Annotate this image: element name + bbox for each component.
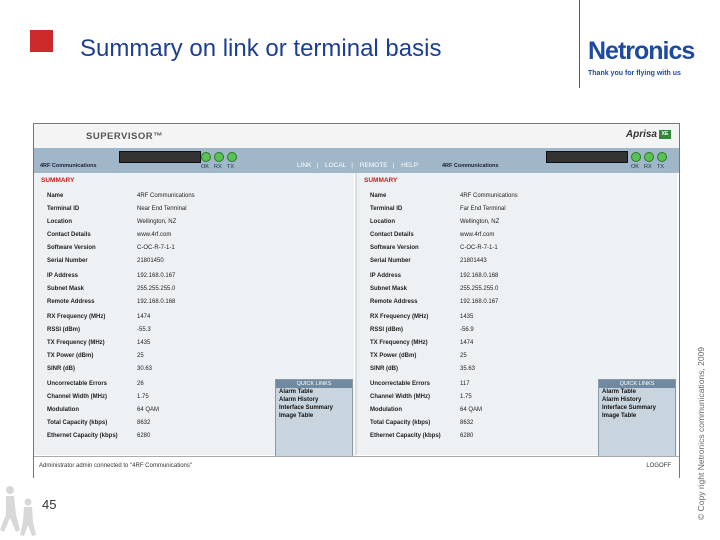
led-label-tx-far: TX	[657, 164, 665, 170]
summary-value: 64 QAM	[137, 407, 160, 413]
summary-label: SINR (dB)	[370, 366, 398, 372]
near-end-company: 4RF Communications	[40, 163, 97, 169]
summary-label: IP Address	[370, 273, 402, 279]
summary-value: 1.75	[137, 394, 149, 400]
summary-value: 1435	[137, 340, 151, 346]
summary-value: 30.63	[137, 366, 153, 372]
summary-label: TX Frequency (MHz)	[370, 340, 428, 346]
summary-value: 192.168.0.168	[460, 273, 499, 279]
summary-value: 1474	[460, 340, 474, 346]
quick-links-title: QUICK LINKS	[599, 380, 675, 388]
summary-value: 1435	[460, 314, 474, 320]
copyright-text: © Copy right Netronics communications, 2009	[696, 346, 706, 520]
summary-label: Subnet Mask	[370, 286, 408, 292]
nav-local[interactable]: LOCAL	[324, 162, 347, 169]
summary-value: -56.9	[460, 327, 474, 333]
summary-value: 6280	[137, 433, 151, 439]
divider-line	[579, 0, 580, 88]
led-label-ok-far: OK	[631, 164, 639, 170]
summary-label: Ethernet Capacity (kbps)	[47, 433, 118, 439]
summary-label: Software Version	[370, 245, 419, 251]
summary-label: Terminal ID	[370, 206, 403, 212]
aprisa-badge-text: XE	[661, 130, 669, 137]
logoff-link[interactable]: LOGOFF	[646, 463, 671, 469]
accent-square	[30, 30, 53, 52]
summary-value: Near End Terminal	[137, 206, 187, 212]
summary-label: Contact Details	[47, 232, 91, 238]
summary-heading: SUMMARY	[364, 177, 398, 184]
summary-label: IP Address	[47, 273, 79, 279]
summary-value: 192.168.0.168	[137, 299, 176, 305]
people-silhouette-icon	[0, 470, 80, 540]
quick-links-far	[598, 379, 676, 457]
led-rx-far	[644, 152, 654, 162]
summary-label: Serial Number	[370, 258, 411, 264]
summary-label: SINR (dB)	[47, 366, 75, 372]
aprisa-badge	[659, 130, 671, 139]
main-nav: LINK | LOCAL | REMOTE | HELP	[297, 162, 419, 169]
summary-label: Channel Width (MHz)	[370, 394, 430, 400]
far-end-device-icon	[546, 151, 628, 163]
app-header	[34, 124, 679, 148]
summary-label: RX Frequency (MHz)	[47, 314, 106, 320]
summary-value: 192.168.0.167	[460, 299, 499, 305]
quick-link-interface-summary[interactable]: Interface Summary	[279, 405, 334, 411]
quick-link-alarm-table[interactable]: Alarm Table	[279, 389, 313, 395]
nav-remote[interactable]: REMOTE	[359, 162, 388, 169]
quick-link-image-table[interactable]: Image Table	[279, 413, 314, 419]
summary-label: Modulation	[47, 407, 79, 413]
summary-label: Total Capacity (kbps)	[370, 420, 431, 426]
led-rx-near	[214, 152, 224, 162]
summary-value: 64 QAM	[460, 407, 483, 413]
summary-value: www.4rf.com	[137, 232, 172, 238]
summary-label: Subnet Mask	[47, 286, 85, 292]
quick-links-title: QUICK LINKS	[276, 380, 352, 388]
summary-value: 25	[137, 353, 144, 359]
summary-value: C-OC-R-7-1-1	[137, 245, 175, 251]
summary-label: Channel Width (MHz)	[47, 394, 107, 400]
summary-label: Location	[370, 219, 395, 225]
quick-link-image-table[interactable]: Image Table	[602, 413, 637, 419]
summary-label: Terminal ID	[47, 206, 80, 212]
aprisa-logo	[626, 129, 671, 140]
led-ok-near	[201, 152, 211, 162]
led-label-tx: TX	[227, 164, 235, 170]
summary-value: 21801443	[460, 258, 487, 264]
summary-label: Contact Details	[370, 232, 414, 238]
summary-label: TX Power (dBm)	[370, 353, 417, 359]
status-bar-top	[34, 148, 679, 173]
quick-links-near	[275, 379, 353, 457]
summary-value: -55.3	[137, 327, 151, 333]
supervisor-brand: SUPERVISOR™	[86, 131, 164, 142]
summary-label: Location	[47, 219, 72, 225]
summary-value: 255.255.255.0	[460, 286, 499, 292]
slide-title: Summary on link or terminal basis	[80, 35, 442, 62]
aprisa-logo-text: Aprisa	[625, 129, 657, 140]
nav-help[interactable]: HELP	[401, 162, 419, 169]
led-label-rx: RX	[214, 164, 222, 170]
summary-value: 35.63	[460, 366, 476, 372]
summary-label: Uncorrectable Errors	[370, 381, 431, 387]
summary-value: 117	[460, 381, 470, 387]
summary-label: TX Frequency (MHz)	[47, 340, 105, 346]
summary-value: 4RF Communications	[460, 193, 518, 199]
summary-heading: SUMMARY	[41, 177, 75, 184]
quick-link-alarm-table[interactable]: Alarm Table	[602, 389, 636, 395]
slide-number: 45	[42, 497, 57, 512]
supervisor-window	[33, 123, 680, 478]
led-tx-far	[657, 152, 667, 162]
near-end-device-icon	[119, 151, 201, 163]
summary-label: RX Frequency (MHz)	[370, 314, 429, 320]
led-ok-far	[631, 152, 641, 162]
summary-value: 192.168.0.167	[137, 273, 176, 279]
summary-value: 1.75	[460, 394, 472, 400]
summary-label: Modulation	[370, 407, 402, 413]
summary-label: Total Capacity (kbps)	[47, 420, 108, 426]
summary-value: Far End Terminal	[460, 206, 506, 212]
quick-link-alarm-history[interactable]: Alarm History	[279, 397, 319, 403]
summary-label: Serial Number	[47, 258, 88, 264]
summary-value: 26	[137, 381, 144, 387]
summary-value: 4RF Communications	[137, 193, 195, 199]
summary-value: 8632	[137, 420, 151, 426]
nav-link[interactable]: LINK	[297, 162, 312, 169]
summary-label: RSSI (dBm)	[47, 327, 80, 333]
led-label-rx-far: RX	[644, 164, 652, 170]
summary-label: Name	[370, 193, 387, 199]
summary-label: RSSI (dBm)	[370, 327, 403, 333]
summary-label: Uncorrectable Errors	[47, 381, 108, 387]
netronics-logo: Netronics	[588, 37, 695, 65]
summary-label: Name	[47, 193, 64, 199]
summary-value: Wellington, NZ	[137, 219, 177, 225]
quick-link-interface-summary[interactable]: Interface Summary	[602, 405, 657, 411]
summary-value: 255.255.255.0	[137, 286, 176, 292]
summary-value: Wellington, NZ	[460, 219, 500, 225]
summary-value: 21801450	[137, 258, 164, 264]
summary-value: 25	[460, 353, 467, 359]
summary-label: TX Power (dBm)	[47, 353, 94, 359]
logo-tagline: Thank you for flying with us	[588, 70, 681, 77]
connection-status: Administrator admin connected to "4RF Communications"	[39, 463, 192, 469]
summary-value: C-OC-R-7-1-1	[460, 245, 498, 251]
status-footer	[34, 456, 679, 478]
led-tx-near	[227, 152, 237, 162]
led-label-ok: OK	[201, 164, 209, 170]
summary-label: Remote Address	[370, 299, 418, 305]
summary-value: 8632	[460, 420, 474, 426]
summary-label: Software Version	[47, 245, 96, 251]
summary-value: 6280	[460, 433, 474, 439]
summary-value: 1474	[137, 314, 151, 320]
summary-label: Ethernet Capacity (kbps)	[370, 433, 441, 439]
quick-link-alarm-history[interactable]: Alarm History	[602, 397, 642, 403]
summary-label: Remote Address	[47, 299, 95, 305]
summary-value: www.4rf.com	[460, 232, 495, 238]
far-end-company: 4RF Communications	[442, 163, 499, 169]
